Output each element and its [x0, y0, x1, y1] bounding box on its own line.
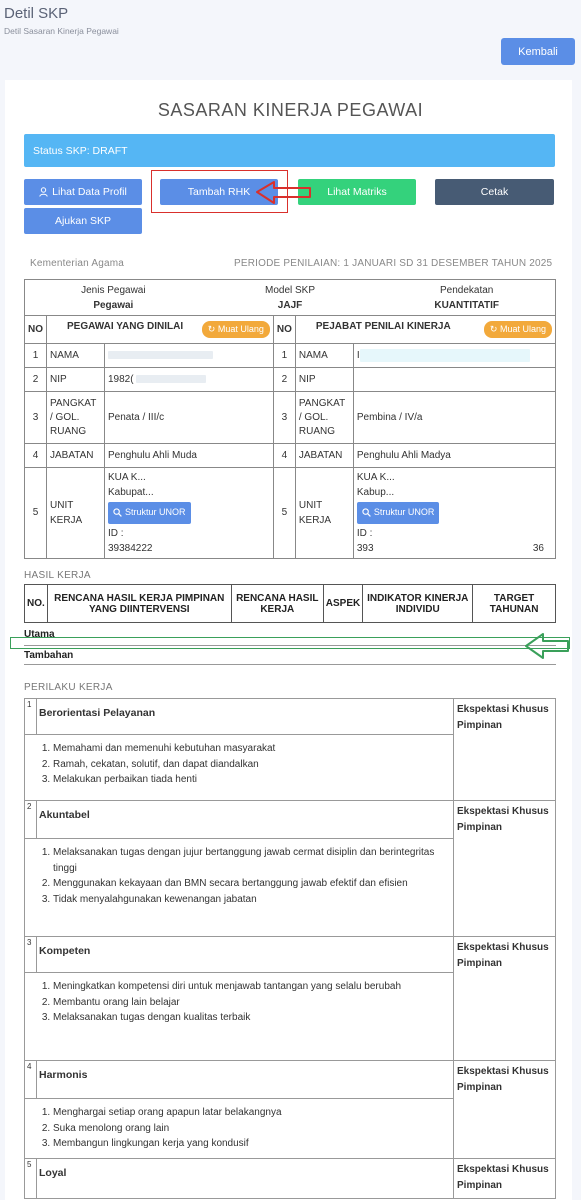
perilaku-row: 3 Kompeten Ekspektasi Khusus Pimpinan — [25, 937, 556, 973]
perilaku-kerja-title: PERILAKU KERJA — [24, 682, 113, 693]
perilaku-points-row: 1. Menghargai setiap orang apapun latar belakangnya 2. Suka menolong orang lain 3. Membangun lingkungan kerja yang kondusif — [25, 1099, 556, 1159]
annotation-arrow-left-icon — [254, 180, 314, 208]
group-tambahan: Tambahan — [24, 648, 556, 665]
nama-pegawai-value — [105, 344, 274, 368]
page-title: Detil SKP — [4, 5, 69, 22]
user-icon — [39, 187, 48, 197]
perilaku-row: 2 Akuntabel Ekspektasi Khusus Pimpinan — [25, 801, 556, 839]
skp-summary-row — [25, 280, 556, 316]
annotation-highlight-line — [10, 637, 570, 649]
nip-pejabat-value — [353, 368, 555, 392]
redacted-block — [360, 349, 530, 362]
perilaku-row: 1 Berorientasi Pelayanan Ekspektasi Khusus Pimpinan — [25, 699, 556, 735]
lihat-profil-button[interactable] — [24, 179, 142, 205]
model-skp: Model SKP JAJF — [264, 285, 316, 311]
tambah-rhk-button[interactable]: Tambah RHK — [160, 179, 278, 205]
nama-pejabat-value: I — [353, 344, 555, 368]
col-target: TARGET TAHUNAN — [473, 585, 556, 623]
lihat-matriks-button[interactable]: Lihat Matriks — [298, 179, 416, 205]
perilaku-name: Akuntabel — [37, 801, 454, 839]
ekspektasi-label: Ekspektasi Khusus Pimpinan — [454, 699, 556, 801]
perilaku-name: Kompeten — [37, 937, 454, 973]
search-icon — [113, 508, 122, 517]
ekspektasi-label: Ekspektasi Khusus Pimpinan — [454, 937, 556, 1061]
lihat-profil-label: Lihat Data Profil — [52, 186, 127, 198]
no-header: NO — [25, 316, 47, 344]
pangkat-pegawai-value: Penata / III/c — [105, 392, 274, 444]
perilaku-points-row: 1. Melaksanakan tugas dengan jujur bertanggung jawab cermat disiplin dan berintegritas tinggi 2. Menggunakan kekayaan dan BMN secara bertanggung jawab efektif dan efisien 3. Tidak menyalahgunakan kewenangan jabatan — [25, 839, 556, 937]
status-bar: Status SKP: DRAFT — [24, 134, 555, 167]
hasil-kerja-title: HASIL KERJA — [24, 570, 91, 581]
jabatan-pegawai-value: Penghulu Ahli Muda — [105, 444, 274, 468]
ekspektasi-label: Ekspektasi Khusus Pimpinan — [454, 801, 556, 937]
no-header: NO — [273, 316, 295, 344]
instansi-label: Kementerian Agama — [30, 258, 125, 269]
unit-kerja-pegawai: KUA K... Kabupat... Struktur UNOR ID : 39384222 — [105, 468, 274, 559]
jabatan-pejabat-value: Penghulu Ahli Madya — [353, 444, 555, 468]
perilaku-name: Berorientasi Pelayanan — [37, 699, 454, 735]
search-icon — [362, 508, 371, 517]
page-header — [0, 0, 581, 80]
perilaku-row: 5 Loyal Ekspektasi Khusus Pimpinan — [25, 1159, 556, 1199]
pegawai-header: PEGAWAI YANG DINILAI ↻ Muat Ulang — [47, 316, 274, 344]
info-row-nip: 2 NIP 1982( 2 NIP — [25, 368, 556, 392]
redacted-block — [108, 351, 213, 359]
muat-ulang-pejabat-button[interactable]: ↻ Muat Ulang — [484, 321, 552, 338]
group-utama: Utama — [24, 626, 556, 646]
pegawai-info-table — [24, 279, 556, 559]
col-rhk-pimpinan: RENCANA HASIL KERJA PIMPINAN YANG DIINTERVENSI — [47, 585, 231, 623]
page-subtitle: Detil Sasaran Kinerja Pegawai — [4, 26, 119, 36]
perilaku-points-row: 1. Meningkatkan kompetensi diri untuk menjawab tantangan yang selalu berubah 2. Membantu orang lain belajar 3. Melaksanakan tugas dengan kualitas terbaik — [25, 973, 556, 1061]
perilaku-kerja-table — [24, 698, 556, 1199]
perilaku-name: Loyal — [37, 1159, 454, 1199]
hasil-kerja-header-row — [25, 585, 556, 623]
info-header-row — [25, 316, 556, 344]
struktur-unor-pegawai-button[interactable]: Struktur UNOR — [108, 502, 191, 524]
card-title: SASARAN KINERJA PEGAWAI — [157, 100, 424, 120]
info-row-pangkat: 3 PANGKAT / GOL. RUANG Penata / III/c 3 PANGKAT / GOL. RUANG Pembina / IV/a — [25, 392, 556, 444]
col-rhk: RENCANA HASIL KERJA — [231, 585, 323, 623]
annotation-arrow-left-icon — [523, 631, 571, 661]
unit-kerja-pejabat: KUA K... Kabup... Struktur UNOR ID : 393 36 — [353, 468, 555, 559]
struktur-unor-pejabat-button[interactable]: Struktur UNOR — [357, 502, 440, 524]
perilaku-row: 4 Harmonis Ekspektasi Khusus Pimpinan — [25, 1061, 556, 1099]
cetak-button[interactable]: Cetak — [435, 179, 554, 205]
col-indikator: INDIKATOR KINERJA INDIVIDU — [363, 585, 473, 623]
col-no: NO. — [25, 585, 48, 623]
info-row-unit-kerja: 5 UNIT KERJA KUA K... Kabupat... Struktur UNOR ID : 39384222 5 UNIT KERJA KUA K... Kabup... Struktur UNOR ID : 393 36 — [25, 468, 556, 559]
nip-pegawai-value: 1982( — [105, 368, 274, 392]
periode-label: PERIODE PENILAIAN: 1 JANUARI SD 31 DESEMBER TAHUN 2025 — [234, 258, 553, 269]
ekspektasi-label: Ekspektasi Khusus Pimpinan — [454, 1061, 556, 1159]
perilaku-name: Harmonis — [37, 1061, 454, 1099]
back-button[interactable]: Kembali — [501, 38, 575, 65]
pendekatan: Pendekatan KUANTITATIF — [434, 285, 499, 311]
jenis-pegawai: Jenis Pegawai Pegawai — [81, 285, 146, 311]
redacted-block — [136, 375, 206, 383]
perilaku-points-row: 1. Memahami dan memenuhi kebutuhan masyarakat 2. Ramah, cekatan, solutif, dan dapat diandalkan 3. Melakukan perbaikan tiada henti — [25, 735, 556, 801]
pangkat-pejabat-value: Pembina / IV/a — [353, 392, 555, 444]
info-row-nama: 1 NAMA 1 NAMA I — [25, 344, 556, 368]
ajukan-skp-button[interactable]: Ajukan SKP — [24, 208, 142, 234]
info-row-jabatan: 4 JABATAN Penghulu Ahli Muda 4 JABATAN Penghulu Ahli Madya — [25, 444, 556, 468]
pejabat-header: PEJABAT PENILAI KINERJA ↻ Muat Ulang — [295, 316, 555, 344]
hasil-kerja-table — [24, 584, 556, 623]
col-aspek: ASPEK — [323, 585, 362, 623]
muat-ulang-pegawai-button[interactable]: ↻ Muat Ulang — [202, 321, 270, 338]
ekspektasi-label: Ekspektasi Khusus Pimpinan — [454, 1159, 556, 1199]
